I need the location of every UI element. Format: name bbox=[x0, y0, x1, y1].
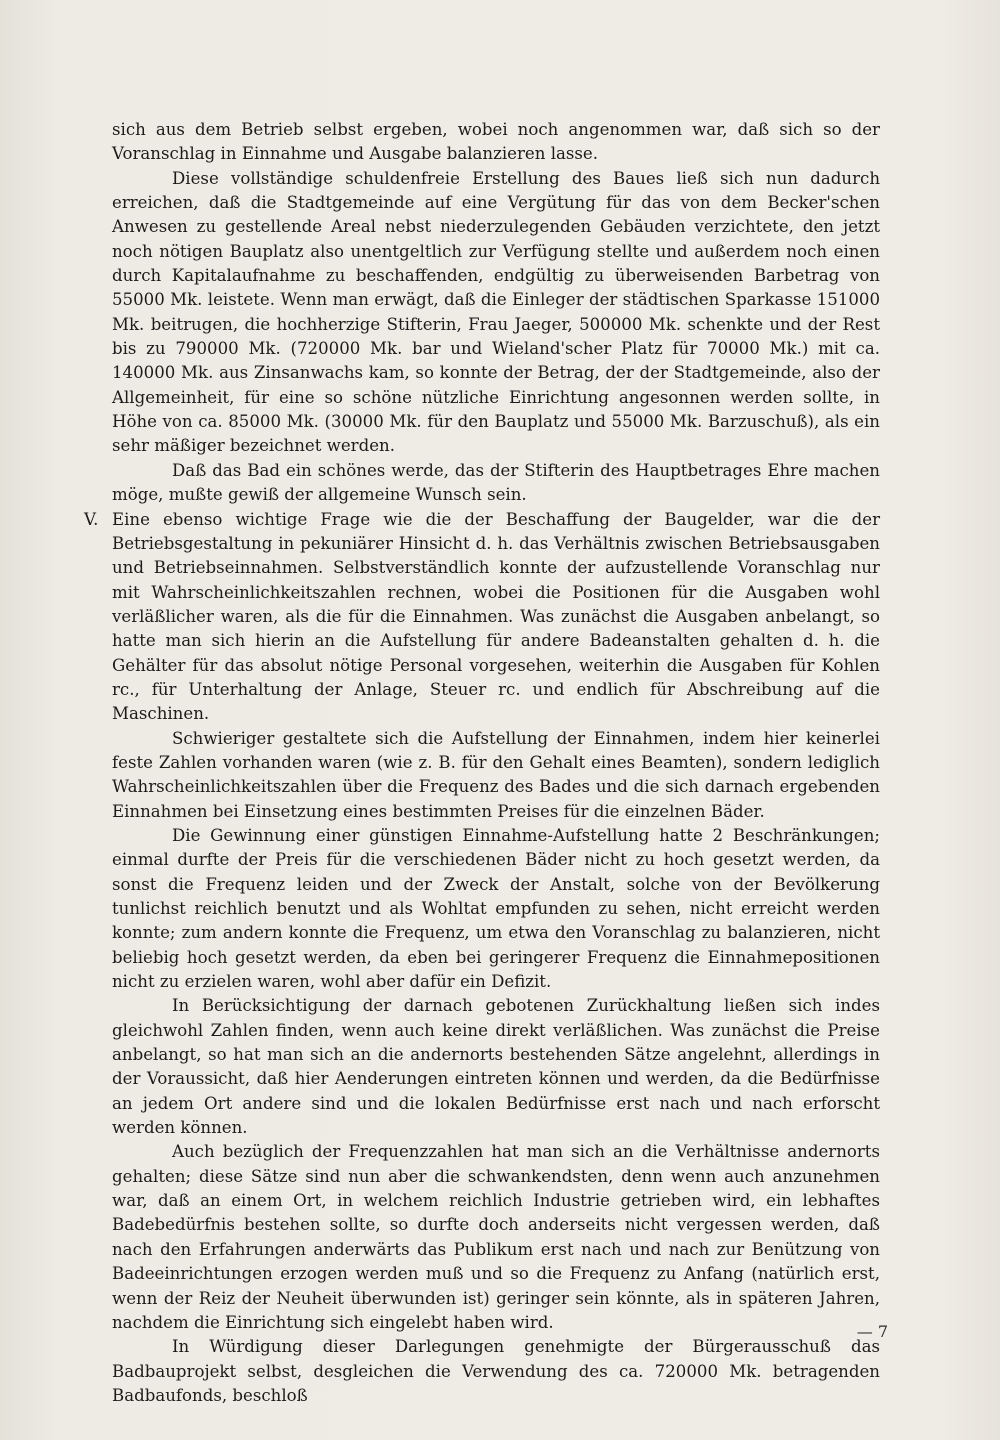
paragraph-3 bbox=[112, 459, 880, 508]
paragraph-text: Daß das Bad ein schönes werde, das der Stifterin des Hauptbetrages Ehre machen möge, mußte gewiß der allgemeine Wunsch sein. bbox=[112, 460, 880, 505]
paragraph-text: Die Gewinnung einer günstigen Einnahme-Aufstellung hatte 2 Beschränkungen; einmal durfte der Preis für die verschiedenen Bäder nicht zu hoch gesetzt werden, da sonst die Frequenz leiden und der Zweck der Anstalt, solche von der Bevölkerung tunlichst reichlich benutzt und als Wohltat empfunden zu sehen, nicht erreicht werden konnte; zum andern konnte die Frequenz, um etwa den Voranschlag zu balanzieren, nicht beliebig hoch gesetzt werden, da eben bei geringerer Frequenz die Einnahmepositionen nicht zu erzielen waren, wohl aber dafür ein Defizit. bbox=[112, 825, 880, 992]
paragraph-9 bbox=[112, 1335, 880, 1408]
page-number: — 7 bbox=[856, 1322, 888, 1341]
paragraph-4 bbox=[84, 508, 880, 727]
paragraph-8 bbox=[112, 1140, 880, 1335]
paragraph-text: In Berücksichtigung der darnach gebotenen Zurückhaltung ließen sich indes gleichwohl Zahlen finden, wenn auch keine direkt verläßlichen. Was zunächst die Preise anbelangt, so hat man sich an die andernorts bestehenden Sätze angelehnt, allerdings in der Voraussicht, daß hier Aenderungen eintreten können und werden, da die Bedürfnisse an jedem Ort andere sind und die lokalen Bedürfnisse erst nach und nach erforscht werden können. bbox=[112, 996, 880, 1138]
paragraph-7 bbox=[112, 994, 880, 1140]
paragraph-6 bbox=[112, 824, 880, 994]
paragraph-text: Schwieriger gestaltete sich die Aufstellung der Einnahmen, indem hier keinerlei feste Zahlen vorhanden waren (wie z. B. für den Gehalt eines Beamten), sondern lediglich Wahrscheinlichkeitszahlen über die Frequenz des Bades und die sich darnach ergebenden Einnahmen bei Einsetzung eines bestimmten Preises für die einzelnen Bäder. bbox=[112, 728, 880, 821]
paragraph-text: Eine ebenso wichtige Frage wie die der Beschaffung der Baugelder, war die der Betriebsgestaltung in pekuniärer Hinsicht d. h. das Verhältnis zwischen Betriebsausgaben und Betriebseinnahmen. Selbstverständlich konnte der aufzustellende Voranschlag nur mit Wahrscheinlichkeitszahlen rechnen, wobei die Positionen für die Ausgaben wohl verläßlicher waren, als die für die Einnahmen. Was zunächst die Ausgaben anbelangt, so hatte man sich hierin an die Aufstellung für andere Badeanstalten gehalten d. h. die Gehälter für das absolut nötige Personal vorgesehen, weiterhin die Ausgaben für Kohlen rc., für Unterhaltung der Anlage, Steuer rc. und endlich für Abschreibung auf die Maschinen. bbox=[112, 509, 880, 724]
paragraph-text: Diese vollständige schuldenfreie Erstellung des Baues ließ sich nun dadurch erreichen, daß die Stadtgemeinde auf eine Vergütung für das von dem Becker'schen Anwesen zu gestellende Areal nebst niederzulegenden Gebäuden verzichtete, den jetzt noch nötigen Bauplatz also unentgeltlich zur Verfügung stellte und außerdem noch einen durch Kapitalaufnahme zu beschaffenden, endgültig zu überweisenden Barbetrag von 55000 Mk. leistete. Wenn man erwägt, daß die Einleger der städtischen Sparkasse 151000 Mk. beitrugen, die hochherzige Stifterin, Frau Jaeger, 500000 Mk. schenkte und der Rest bis zu 790000 Mk. (720000 Mk. bar und Wieland'scher Platz für 70000 Mk.) mit ca. 140000 Mk. aus Zinsanwachs kam, so konnte der Betrag, der der Stadtgemeinde, also der Allgemeinheit, für eine so schöne nützliche Einrichtung angesonnen werden sollte, in Höhe von ca. 85000 Mk. (30000 Mk. für den Bauplatz und 55000 Mk. Barzuschuß), als ein sehr mäßiger bezeichnet werden. bbox=[112, 168, 880, 456]
body-text bbox=[84, 118, 880, 1408]
paragraph-text: sich aus dem Betrieb selbst ergeben, wobei noch angenommen war, daß sich so der Voranschlag in Einnahme und Ausgabe balanzieren lasse. bbox=[112, 120, 880, 164]
paragraph-2 bbox=[112, 167, 880, 459]
paragraph-text: In Würdigung dieser Darlegungen genehmigte der Bürgerausschuß das Badbauprojekt selbst, desgleichen die Verwendung des ca. 720000 Mk. betragenden Badbaufonds, beschloß bbox=[112, 1337, 880, 1405]
paragraph-1 bbox=[112, 118, 880, 167]
paragraph-text: Auch bezüglich der Frequenzzahlen hat man sich an die Verhältnisse andernorts gehalten; diese Sätze sind nun aber die schwankendsten, denn wenn auch anzunehmen war, daß an einem Ort, in welchem reichlich Industrie getrieben wird, ein lebhaftes Badebedürfnis bestehen sollte, so durfte doch anderseits nicht vergessen werden, daß nach den Erfahrungen anderwärts das Publikum erst nach und nach zur Benützung von Badeeinrichtungen erzogen werden muß und so die Frequenz zu Anfang (natürlich erst, wenn der Reiz der Neuheit überwunden ist) geringer sein könnte, als in späteren Jahren, nachdem die Einrichtung sich eingelebt haben wird. bbox=[112, 1142, 880, 1332]
section-number: V. bbox=[84, 509, 99, 529]
paragraph-5 bbox=[112, 727, 880, 824]
